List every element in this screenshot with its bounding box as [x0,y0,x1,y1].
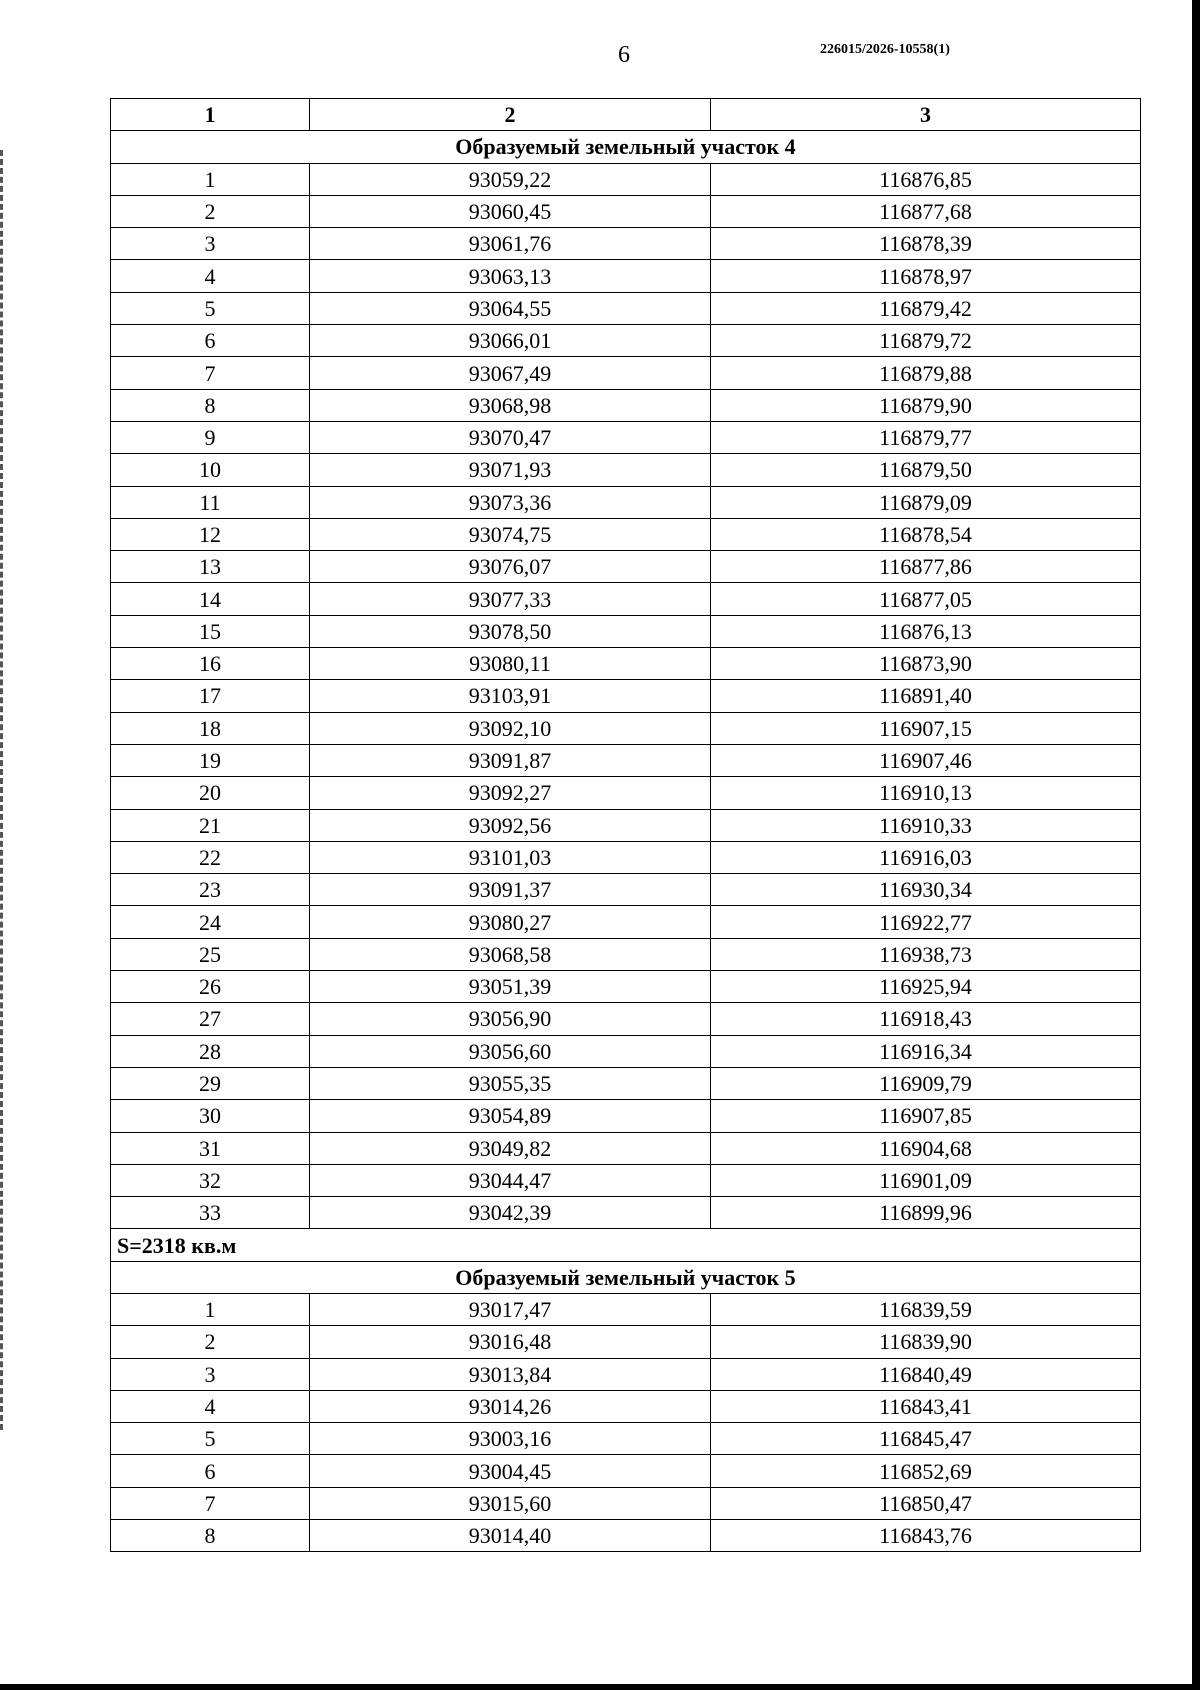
point-number: 20 [111,777,310,809]
table-row [111,971,1141,1003]
table-row [111,260,1141,292]
coordinate-x: 93071,93 [310,454,711,486]
point-number: 14 [111,583,310,615]
point-number: 9 [111,421,310,453]
coordinate-x: 93091,37 [310,874,711,906]
coordinate-x: 93003,16 [310,1423,711,1455]
table-row [111,1197,1141,1229]
table-row [111,1326,1141,1358]
table-row [111,163,1141,195]
coordinate-x: 93073,36 [310,486,711,518]
table-row [111,486,1141,518]
table-row [111,1423,1141,1455]
coordinate-y: 116891,40 [711,680,1141,712]
coordinate-x: 93078,50 [310,615,711,647]
table-row [111,712,1141,744]
scan-edge-right [1192,0,1200,1690]
point-number: 5 [111,292,310,324]
coordinate-y: 116845,47 [711,1423,1141,1455]
table-row [111,1100,1141,1132]
table-row [111,1035,1141,1067]
coordinate-y: 116879,09 [711,486,1141,518]
table-row [111,938,1141,970]
point-number: 4 [111,260,310,292]
coordinate-x: 93054,89 [310,1100,711,1132]
table-row [111,648,1141,680]
coordinate-y: 116840,49 [711,1358,1141,1390]
point-number: 6 [111,325,310,357]
point-number: 15 [111,615,310,647]
page-number: 6 [618,42,630,68]
point-number: 13 [111,551,310,583]
coordinate-y: 116876,85 [711,163,1141,195]
table-row [111,1132,1141,1164]
coordinate-y: 116879,88 [711,357,1141,389]
point-number: 4 [111,1390,310,1422]
coordinate-y: 116916,03 [711,841,1141,873]
point-number: 1 [111,1293,310,1325]
point-number: 7 [111,1487,310,1519]
coordinate-x: 93055,35 [310,1067,711,1099]
coordinate-x: 93080,11 [310,648,711,680]
point-number: 29 [111,1067,310,1099]
area-row [111,1229,1141,1261]
coordinate-x: 93076,07 [310,551,711,583]
coordinate-x: 93070,47 [310,421,711,453]
coordinate-y: 116839,59 [711,1293,1141,1325]
point-number: 18 [111,712,310,744]
section-title: Образуемый земельный участок 5 [111,1261,1141,1293]
coordinate-y: 116873,90 [711,648,1141,680]
coordinate-y: 116850,47 [711,1487,1141,1519]
coordinate-y: 116899,96 [711,1197,1141,1229]
point-number: 11 [111,486,310,518]
coordinate-y: 116876,13 [711,615,1141,647]
column-header-3: 3 [711,99,1141,131]
coordinate-x: 93060,45 [310,195,711,227]
table-row [111,583,1141,615]
coordinate-x: 93056,60 [310,1035,711,1067]
coordinate-y: 116839,90 [711,1326,1141,1358]
coordinate-y: 116916,34 [711,1035,1141,1067]
coordinate-y: 116910,33 [711,809,1141,841]
document-reference: 226015/2026-10558(1) [820,42,950,57]
table-row [111,841,1141,873]
point-number: 8 [111,1520,310,1552]
coordinate-x: 93013,84 [310,1358,711,1390]
coordinate-y: 116852,69 [711,1455,1141,1487]
point-number: 7 [111,357,310,389]
coordinate-y: 116878,54 [711,518,1141,550]
table-row [111,292,1141,324]
coordinate-y: 116904,68 [711,1132,1141,1164]
coordinate-y: 116879,72 [711,325,1141,357]
point-number: 2 [111,1326,310,1358]
section-title: Образуемый земельный участок 4 [111,131,1141,163]
coordinate-x: 93044,47 [310,1164,711,1196]
column-header-1: 1 [111,99,310,131]
point-number: 23 [111,874,310,906]
table-row [111,1067,1141,1099]
coordinate-x: 93080,27 [310,906,711,938]
point-number: 10 [111,454,310,486]
table-row [111,228,1141,260]
table-row [111,1520,1141,1552]
coordinate-x: 93068,58 [310,938,711,970]
point-number: 3 [111,1358,310,1390]
table-row [111,777,1141,809]
table-row [111,1390,1141,1422]
coordinate-y: 116879,42 [711,292,1141,324]
coordinate-y: 116907,46 [711,744,1141,776]
section-title-row [111,131,1141,163]
point-number: 26 [111,971,310,1003]
scan-edge-bottom [0,1684,1200,1690]
coordinate-x: 93059,22 [310,163,711,195]
table-row [111,744,1141,776]
table-row [111,454,1141,486]
point-number: 19 [111,744,310,776]
point-number: 24 [111,906,310,938]
coordinate-x: 93014,40 [310,1520,711,1552]
table-row [111,389,1141,421]
point-number: 17 [111,680,310,712]
point-number: 22 [111,841,310,873]
coordinate-y: 116877,86 [711,551,1141,583]
point-number: 21 [111,809,310,841]
table-row [111,1164,1141,1196]
coordinates-table [110,98,1141,1552]
coordinate-y: 116843,76 [711,1520,1141,1552]
table-row [111,1455,1141,1487]
table-row [111,1487,1141,1519]
table-header-row [111,99,1141,131]
coordinate-y: 116925,94 [711,971,1141,1003]
coordinate-x: 93056,90 [310,1003,711,1035]
point-number: 5 [111,1423,310,1455]
point-number: 33 [111,1197,310,1229]
point-number: 2 [111,195,310,227]
coordinates-table-body [111,99,1141,1552]
coordinate-x: 93091,87 [310,744,711,776]
coordinate-x: 93077,33 [310,583,711,615]
table-row [111,874,1141,906]
coordinate-y: 116909,79 [711,1067,1141,1099]
coordinate-x: 93049,82 [310,1132,711,1164]
point-number: 31 [111,1132,310,1164]
coordinate-x: 93092,56 [310,809,711,841]
coordinate-y: 116907,85 [711,1100,1141,1132]
coordinate-y: 116918,43 [711,1003,1141,1035]
point-number: 32 [111,1164,310,1196]
coordinate-y: 116877,68 [711,195,1141,227]
point-number: 3 [111,228,310,260]
coordinate-x: 93092,27 [310,777,711,809]
coordinate-x: 93064,55 [310,292,711,324]
table-row [111,551,1141,583]
point-number: 16 [111,648,310,680]
coordinate-y: 116922,77 [711,906,1141,938]
coordinate-x: 93074,75 [310,518,711,550]
table-row [111,680,1141,712]
coordinate-y: 116878,39 [711,228,1141,260]
table-row [111,325,1141,357]
coordinate-x: 93066,01 [310,325,711,357]
point-number: 25 [111,938,310,970]
coordinate-y: 116907,15 [711,712,1141,744]
table-row [111,421,1141,453]
point-number: 27 [111,1003,310,1035]
scan-edge-left [0,150,6,1430]
table-row [111,1003,1141,1035]
coordinate-x: 93068,98 [310,389,711,421]
coordinate-y: 116879,77 [711,421,1141,453]
section-title-row [111,1261,1141,1293]
table-row [111,615,1141,647]
table-row [111,195,1141,227]
point-number: 6 [111,1455,310,1487]
coordinate-x: 93042,39 [310,1197,711,1229]
coordinate-x: 93014,26 [310,1390,711,1422]
point-number: 8 [111,389,310,421]
coordinate-y: 116879,90 [711,389,1141,421]
point-number: 30 [111,1100,310,1132]
coordinate-x: 93092,10 [310,712,711,744]
coordinate-x: 93067,49 [310,357,711,389]
point-number: 1 [111,163,310,195]
area-value: S=2318 кв.м [111,1229,1141,1261]
coordinate-y: 116878,97 [711,260,1141,292]
coordinate-y: 116877,05 [711,583,1141,615]
column-header-2: 2 [310,99,711,131]
coordinate-y: 116901,09 [711,1164,1141,1196]
table-row [111,1358,1141,1390]
coordinate-y: 116930,34 [711,874,1141,906]
coordinate-y: 116879,50 [711,454,1141,486]
coordinate-y: 116843,41 [711,1390,1141,1422]
coordinate-x: 93101,03 [310,841,711,873]
table-row [111,906,1141,938]
point-number: 12 [111,518,310,550]
coordinate-x: 93004,45 [310,1455,711,1487]
table-row [111,1293,1141,1325]
table-row [111,357,1141,389]
coordinate-x: 93103,91 [310,680,711,712]
coordinate-y: 116938,73 [711,938,1141,970]
table-row [111,809,1141,841]
coordinate-x: 93015,60 [310,1487,711,1519]
table-row [111,518,1141,550]
coordinate-x: 93063,13 [310,260,711,292]
coordinate-x: 93017,47 [310,1293,711,1325]
coordinate-x: 93061,76 [310,228,711,260]
point-number: 28 [111,1035,310,1067]
coordinate-y: 116910,13 [711,777,1141,809]
coordinate-x: 93051,39 [310,971,711,1003]
coordinate-x: 93016,48 [310,1326,711,1358]
